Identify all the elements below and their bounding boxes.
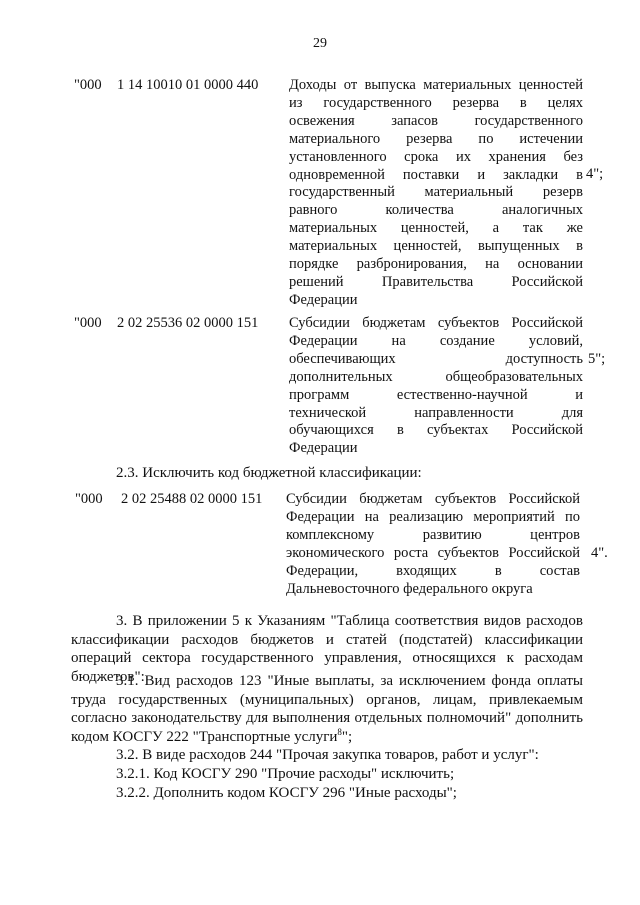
description-line: установленного срока их хранения без (289, 148, 583, 165)
section-2-3: 2.3. Исключить код бюджетной классификации: (116, 465, 422, 481)
classification-code: 1 14 10010 01 0000 440 (117, 77, 259, 93)
page-number: 29 (313, 36, 327, 51)
description-line: Федерации на реализацию мероприятий по (286, 508, 580, 525)
table-row (0, 491, 640, 601)
description-line: дополнительных общеобразовательных (289, 368, 583, 385)
row-closing: 5"; (588, 351, 606, 367)
description-line: государственный материальный резерв (289, 184, 583, 201)
description-line: технической направленности для (289, 404, 583, 421)
description-line: комплексному развитию центров (286, 526, 580, 543)
description-line: обеспечивающих доступность (289, 350, 583, 367)
table-row (0, 315, 640, 460)
description-line: Дальневосточного федерального округа (286, 580, 533, 597)
description-line: равного количества аналогичных (289, 202, 583, 219)
code-prefix: "000 (74, 315, 102, 331)
paragraph-3-2: 3.2. В виде расходов 244 "Прочая закупка товаров, работ и услуг": (116, 747, 539, 763)
description-line: обучающихся в субъектах Российской (289, 422, 583, 439)
code-prefix: "000 (74, 77, 102, 93)
description-line: Федерации (289, 440, 358, 457)
description-line: экономического роста субъектов Российской (286, 544, 580, 561)
description-line: порядке разбронирования, на основании (289, 256, 583, 273)
code-description (286, 491, 580, 598)
paragraph-3-2-1: 3.2.1. Код КОСГУ 290 "Прочие расходы" исключить; (116, 766, 455, 782)
row-closing: 4". (591, 545, 608, 561)
classification-code: 2 02 25536 02 0000 151 (117, 315, 259, 331)
description-line: материальных ценностей, а так же (289, 220, 583, 237)
code-description (289, 77, 583, 310)
paragraph-3-1-end: "; (341, 728, 353, 745)
description-line: одновременной поставки и закладки в (289, 166, 583, 183)
paragraph-3: 3. В приложении 5 к Указаниям "Таблица соответствия видов расходов классификации расходов бюджетов и статей (подстатей) классификации операций сектора государственного управления, относящихся к расходам бюджетов": (71, 613, 583, 685)
code-description (289, 315, 583, 458)
description-line: Субсидии бюджетам субъектов Российской (286, 491, 580, 507)
description-line: программ естественно-научной и (289, 386, 583, 403)
description-line: Субсидии бюджетам субъектов Российской (289, 315, 583, 331)
description-line: из государственного резерва в целях (289, 94, 583, 111)
description-line: материальных ценностей, выпущенных в (289, 238, 583, 255)
description-line: освежения запасов государственного (289, 112, 583, 129)
row-closing: 4"; (586, 166, 604, 182)
classification-code: 2 02 25488 02 0000 151 (121, 491, 263, 507)
description-line: материального резерва по истечении (289, 130, 583, 147)
footnote-mark: 8 (337, 726, 342, 737)
description-line: решений Правительства Российской (289, 273, 583, 290)
table-row (0, 77, 640, 312)
description-line: Федерации, входящих в состав (286, 562, 580, 579)
description-line: Федерации (289, 291, 358, 308)
description-line: Доходы от выпуска материальных ценностей (289, 77, 583, 93)
paragraph-3-1-text: 3.1. Вид расходов 123 "Иные выплаты, за исключением фонда оплаты труда государственных (муниципальных) органов, лицам, привлекаемым согласно законодательству для выполнения отдельных полномочий" дополнить кодом КОСГУ 222 "Транспортные услуги (71, 673, 583, 745)
code-prefix: "000 (75, 491, 103, 507)
paragraph-3-2-2: 3.2.2. Дополнить кодом КОСГУ 296 "Иные расходы"; (116, 785, 457, 801)
description-line: Федерации на создание условий, (289, 332, 583, 349)
paragraph-3-1 (71, 672, 583, 746)
